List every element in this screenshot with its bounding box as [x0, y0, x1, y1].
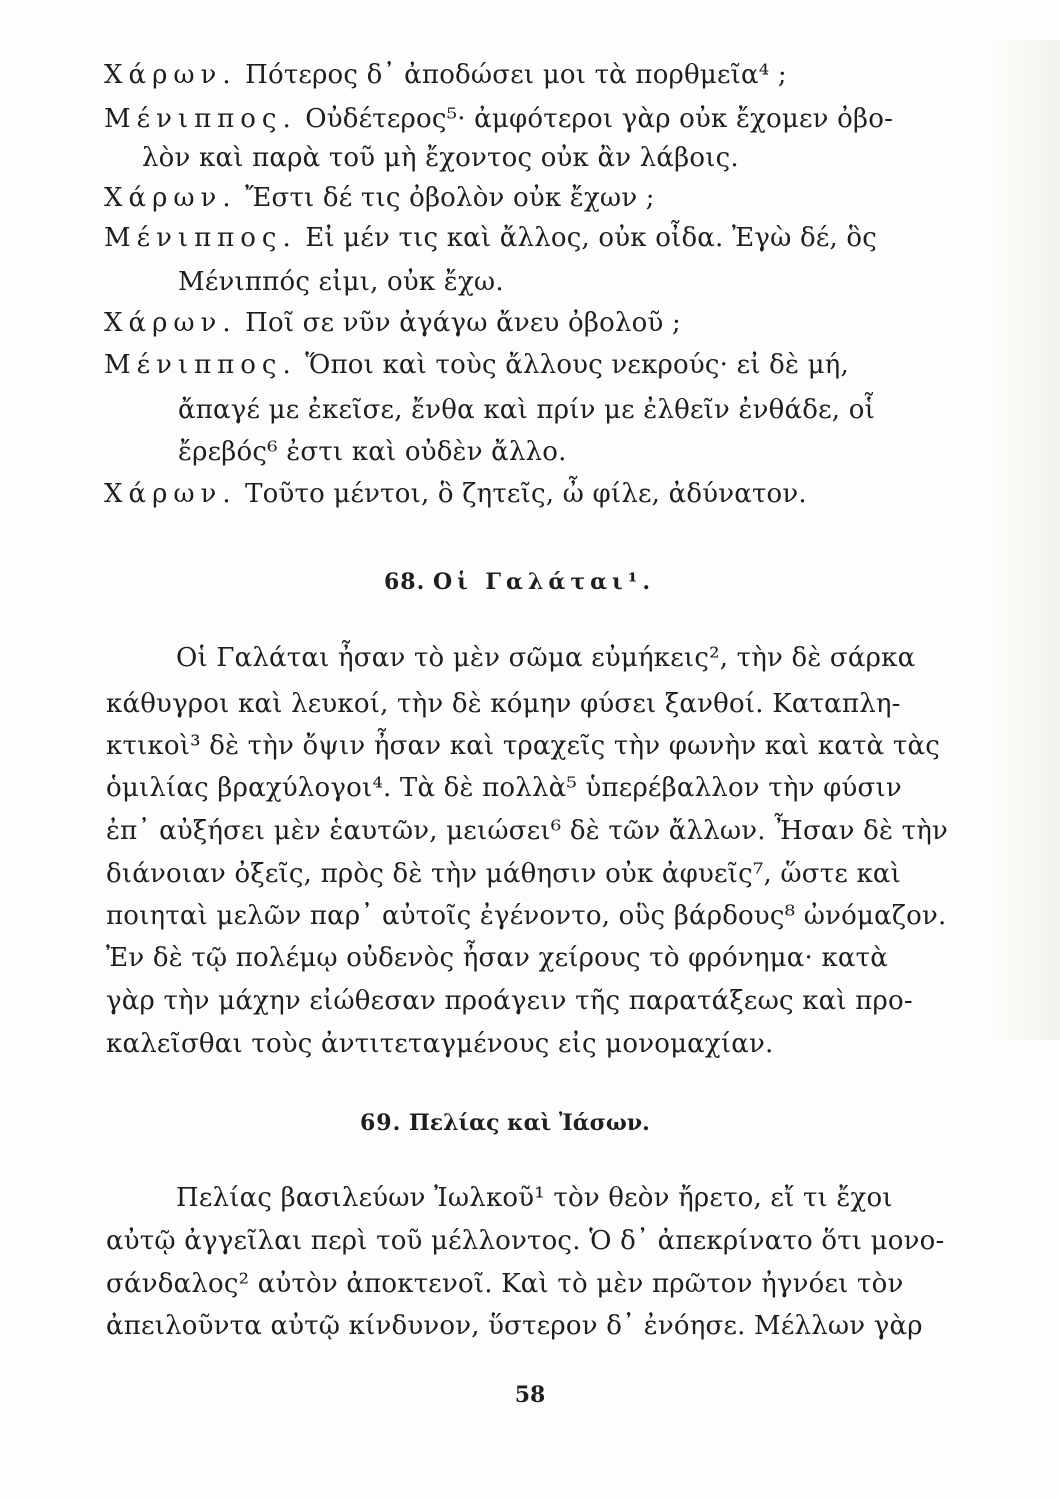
dialogue-line: [104, 477, 807, 511]
dialogue-text: Οὐδέτερος⁵· ἀμφότεροι γὰρ οὐκ ἔχομεν ὀβο-: [305, 104, 894, 134]
page-number: 58: [514, 1382, 546, 1408]
paragraph-line: ποιηταὶ μελῶν παρ᾽ αὐτοῖς ἐγένοντο, οὓς βάρδους⁸ ὠνόμαζον.: [106, 901, 947, 931]
section-number: 68.: [384, 569, 426, 595]
speaker-name: Μένιππος.: [104, 104, 297, 134]
dialogue-line: [104, 306, 681, 340]
section-title: Πελίας καὶ Ἰάσων.: [408, 1110, 650, 1136]
paragraph-line: ὁμιλίας βραχύλογοι⁴. Τὰ δὲ πολλὰ⁵ ὑπερέβαλλον τὴν φύσιν: [106, 773, 902, 803]
dialogue-text: Ποῖ σε νῦν ἀγάγω ἄνευ ὀβολοῦ ;: [245, 308, 681, 338]
dialogue-line: [104, 221, 877, 255]
dialogue-continuation: [178, 435, 567, 469]
dialogue-text: Εἰ μέν τις καὶ ἄλλος, οὐκ οἶδα. Ἐγὼ δέ, ὃς: [305, 223, 878, 253]
section-title: Οἱ Γαλάται¹.: [432, 569, 655, 595]
dialogue-continuation: [178, 265, 504, 299]
dialogue-text: Ὅποι καὶ τοὺς ἄλλους νεκρούς· εἰ δὲ μή,: [305, 350, 849, 380]
speaker-name: Χάρων.: [104, 479, 237, 509]
paragraph-line: Πελίας βασιλεύων Ἰωλκοῦ¹ τὸν θεὸν ἤρετο, εἴ τι ἔχοι: [176, 1183, 893, 1213]
dialogue-text: ἔρεβός⁶ ἐστι καὶ οὐδὲν ἄλλο.: [178, 437, 567, 467]
speaker-name: Χάρων.: [104, 183, 237, 213]
paragraph-line: γὰρ τὴν μάχην εἰώθεσαν προάγειν τῆς παρατάξεως καὶ προ-: [106, 986, 913, 1016]
dialogue-line: [104, 58, 787, 92]
section-number: 69.: [360, 1110, 402, 1136]
dialogue-text: Πότερος δ᾽ ἀποδώσει μοι τὰ πορθμεῖα⁴ ;: [245, 60, 787, 90]
section-heading: [384, 567, 655, 597]
paragraph-line: ἐπ᾽ αὐξήσει μὲν ἑαυτῶν, μειώσει⁶ δὲ τῶν ἄλλων. Ἦσαν δὲ τὴν: [106, 816, 948, 846]
paragraph-line: σάνδαλος² αὐτὸν ἀποκτενοῖ. Καὶ τὸ μὲν πρῶτον ἠγνόει τὸν: [106, 1269, 904, 1299]
paragraph-line: καλεῖσθαι τοὺς ἀντιτεταγμένους εἰς μονομαχίαν.: [106, 1029, 774, 1059]
dialogue-text: Μένιππός εἰμι, οὐκ ἔχω.: [178, 267, 504, 297]
paragraph-line: διάνοιαν ὀξεῖς, πρὸς δὲ τὴν μάθησιν οὐκ ἀφυεῖς⁷, ὥστε καὶ: [106, 859, 902, 889]
dialogue-text: Ἔστι δέ τις ὀβολὸν οὐκ ἔχων ;: [245, 183, 655, 213]
speaker-name: Μένιππος.: [104, 350, 297, 380]
speaker-name: Χάρων.: [104, 308, 237, 338]
dialogue-line: [104, 181, 655, 215]
paragraph-line: ἀπειλοῦντα αὐτῷ κίνδυνον, ὕστερον δ᾽ ἐνόησε. Μέλλων γὰρ: [106, 1311, 923, 1341]
paragraph-line: Ἐν δὲ τῷ πολέμῳ οὐδενὸς ἦσαν χείρους τὸ φρόνημα· κατὰ: [106, 943, 888, 973]
paragraph-line: κτικοὶ³ δὲ τὴν ὄψιν ἦσαν καὶ τραχεῖς τὴν φωνὴν καὶ κατὰ τὰς: [106, 731, 940, 761]
dialogue-continuation: [142, 141, 739, 175]
paragraph-line: αὐτῷ ἀγγεῖλαι περὶ τοῦ μέλλοντος. Ὁ δ᾽ ἀπεκρίνατο ὅτι μονο-: [106, 1226, 945, 1256]
paragraph-line: Οἱ Γαλάται ἦσαν τὸ μὲν σῶμα εὐμήκεις², τὴν δὲ σάρκα: [176, 643, 916, 673]
dialogue-text: Τοῦτο μέντοι, ὃ ζητεῖς, ὦ φίλε, ἀδύνατον.: [245, 479, 807, 509]
section-heading: [360, 1108, 650, 1138]
page-edge-shadow: [990, 40, 1060, 1040]
dialogue-text: λὸν καὶ παρὰ τοῦ μὴ ἔχοντος οὐκ ἂν λάβοις.: [142, 143, 739, 173]
speaker-name: Χάρων.: [104, 60, 237, 90]
dialogue-line: [104, 102, 893, 136]
dialogue-text: ἄπαγέ με ἐκεῖσε, ἔνθα καὶ πρίν με ἐλθεῖν ἐνθάδε, οἷ: [178, 395, 875, 425]
dialogue-continuation: [178, 393, 875, 427]
dialogue-line: [104, 348, 849, 382]
speaker-name: Μένιππος.: [104, 223, 297, 253]
paragraph-line: κάθυγροι καὶ λευκοί, τὴν δὲ κόμην φύσει ξανθοί. Καταπλη-: [106, 689, 901, 719]
